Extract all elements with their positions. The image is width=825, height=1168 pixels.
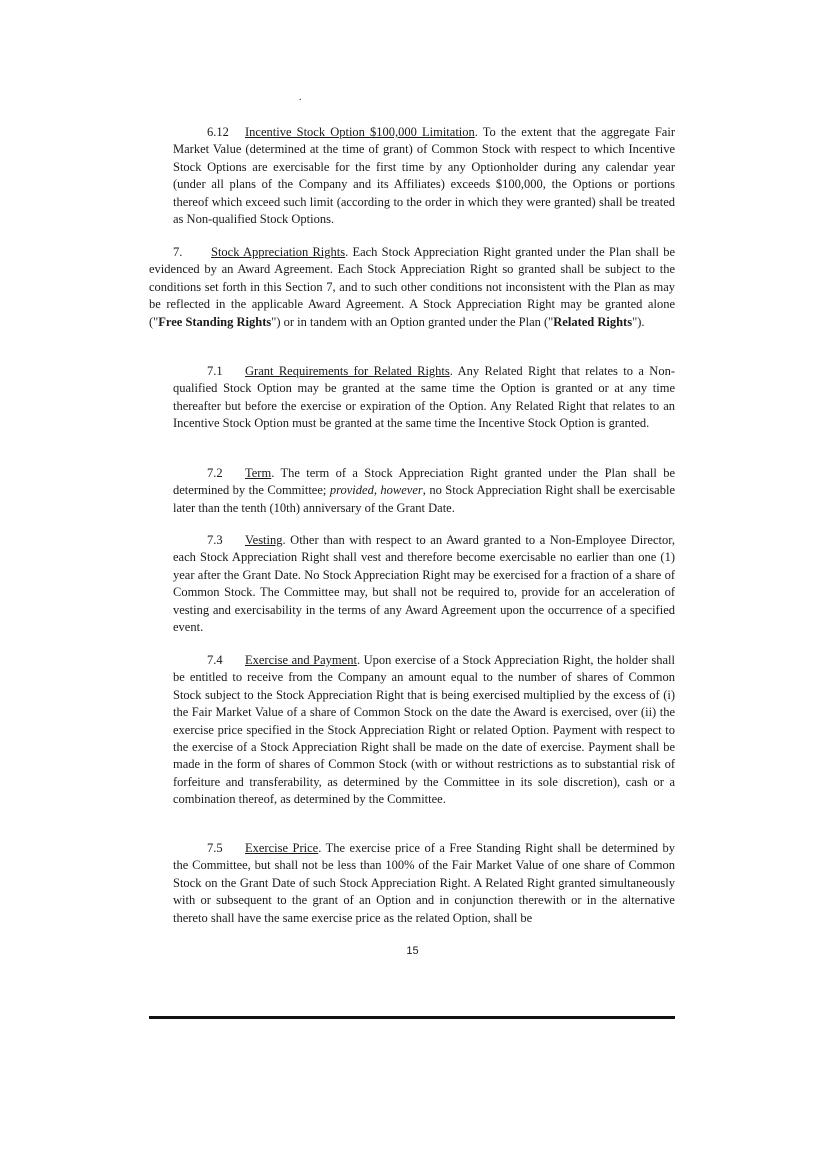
section-7: [149, 244, 675, 331]
section-body: . The term of a Stock Appreciation Right granted under the Plan shall be determined by the Committee;: [173, 466, 675, 498]
footer-rule: [149, 1016, 675, 1019]
section-body: , no Stock Appreciation Right shall be exercisable later than the tenth (10th) anniversary of the Grant Date.: [173, 483, 675, 515]
section-body: . Each Stock Appreciation Right granted under the Plan shall be evidenced by an Award Agreement. Each Stock Appreciation Right so granted shall be subject to the conditions set forth in this Section 7, and to such other conditions not inconsistent with the Plan as may be reflected in the applicable Award Agreement. A Stock Appreciation Right may be granted alone (": [149, 245, 675, 329]
section-7-1: [173, 363, 675, 433]
section-heading: Term: [245, 466, 272, 480]
section-body: . Upon exercise of a Stock Appreciation Right, the holder shall be entitled to receive from the Company an amount equal to the number of shares of Common Stock subject to the Stock Appreciation Right that is being exercised multiplied by the excess of (i) the Fair Market Value of a share of Common Stock on the date the Award is exercised, over (ii) the exercise price specified in the Stock Appreciation Right or related Option. Payment with respect to the exercise of a Stock Appreciation Right shall be made on the date of exercise. Payment shall be made in the form of shares of Common Stock (with or without restrictions as to substantial risk of forfeiture and transferability, as determined by the Committee in its sole discretion), cash or a combination thereof, as determined by the Committee.: [173, 653, 676, 807]
section-7-3: [173, 532, 675, 636]
section-6-12: [173, 124, 675, 228]
section-number: 7.: [173, 245, 183, 259]
stray-mark: .: [299, 92, 302, 103]
section-7-4: [173, 652, 675, 809]
section-heading: Grant Requirements for Related Rights: [245, 364, 450, 378]
section-number: 7.2: [207, 466, 223, 480]
section-body: . The exercise price of a Free Standing Right shall be determined by the Committee, but shall not be less than 100% of the Fair Market Value of one share of Common Stock on the Grant Date of such Stock Appreciation Right. A Related Right granted simultaneously with or subsequent to the grant of an Option and in conjunction therewith or in the alternative thereto shall have the same exercise price as the related Option, shall be: [173, 841, 675, 925]
section-heading: Exercise and Payment: [245, 653, 357, 667]
section-heading: Exercise Price: [245, 841, 319, 855]
section-number: 6.12: [207, 125, 229, 139]
section-number: 7.3: [207, 533, 223, 547]
proviso-text: provided, however: [329, 483, 423, 498]
section-body: . Any Related Right that relates to a Non-qualified Stock Option may be granted at the same time the Option is granted or at any time thereafter but before the exercise or expiration of the Option. Any Related Right that relates to an Incentive Stock Option must be granted at the same time the Incentive Stock Option is granted.: [173, 364, 675, 431]
section-body: ") or in tandem with an Option granted under the Plan (": [271, 314, 554, 329]
section-body: ").: [632, 314, 645, 329]
section-heading: Incentive Stock Option $100,000 Limitation: [245, 125, 475, 139]
defined-term: Related Rights: [553, 314, 633, 329]
defined-term: Free Standing Rights: [158, 314, 272, 329]
section-heading: Stock Appreciation Rights: [211, 245, 346, 259]
section-number: 7.1: [207, 364, 223, 378]
page-number: 15: [406, 945, 419, 957]
section-number: 7.4: [207, 653, 223, 667]
section-7-5: [173, 840, 675, 927]
section-7-2: [173, 465, 675, 517]
section-body: . To the extent that the aggregate Fair Market Value (determined at the time of grant) of Common Stock with respect to which Incentive Stock Options are exercisable for the first time by any Optionholder during any calendar year (under all plans of the Company and its Affiliates) exceeds $100,000, the Options or portions thereof which exceed such limit (according to the order in which they were granted) shall be treated as Non-qualified Stock Options.: [173, 125, 675, 227]
section-heading: Vesting: [245, 533, 283, 547]
section-number: 7.5: [207, 841, 223, 855]
section-body: . Other than with respect to an Award granted to a Non-Employee Director, each Stock Appreciation Right shall vest and therefore become exercisable no earlier than one (1) year after the Grant Date. No Stock Appreciation Right may be exercised for a fraction of a share of Common Stock. The Committee may, but shall not be required to, provide for an acceleration of vesting and exercisability in the terms of any Award Agreement upon the occurrence of a specified event.: [173, 533, 675, 635]
